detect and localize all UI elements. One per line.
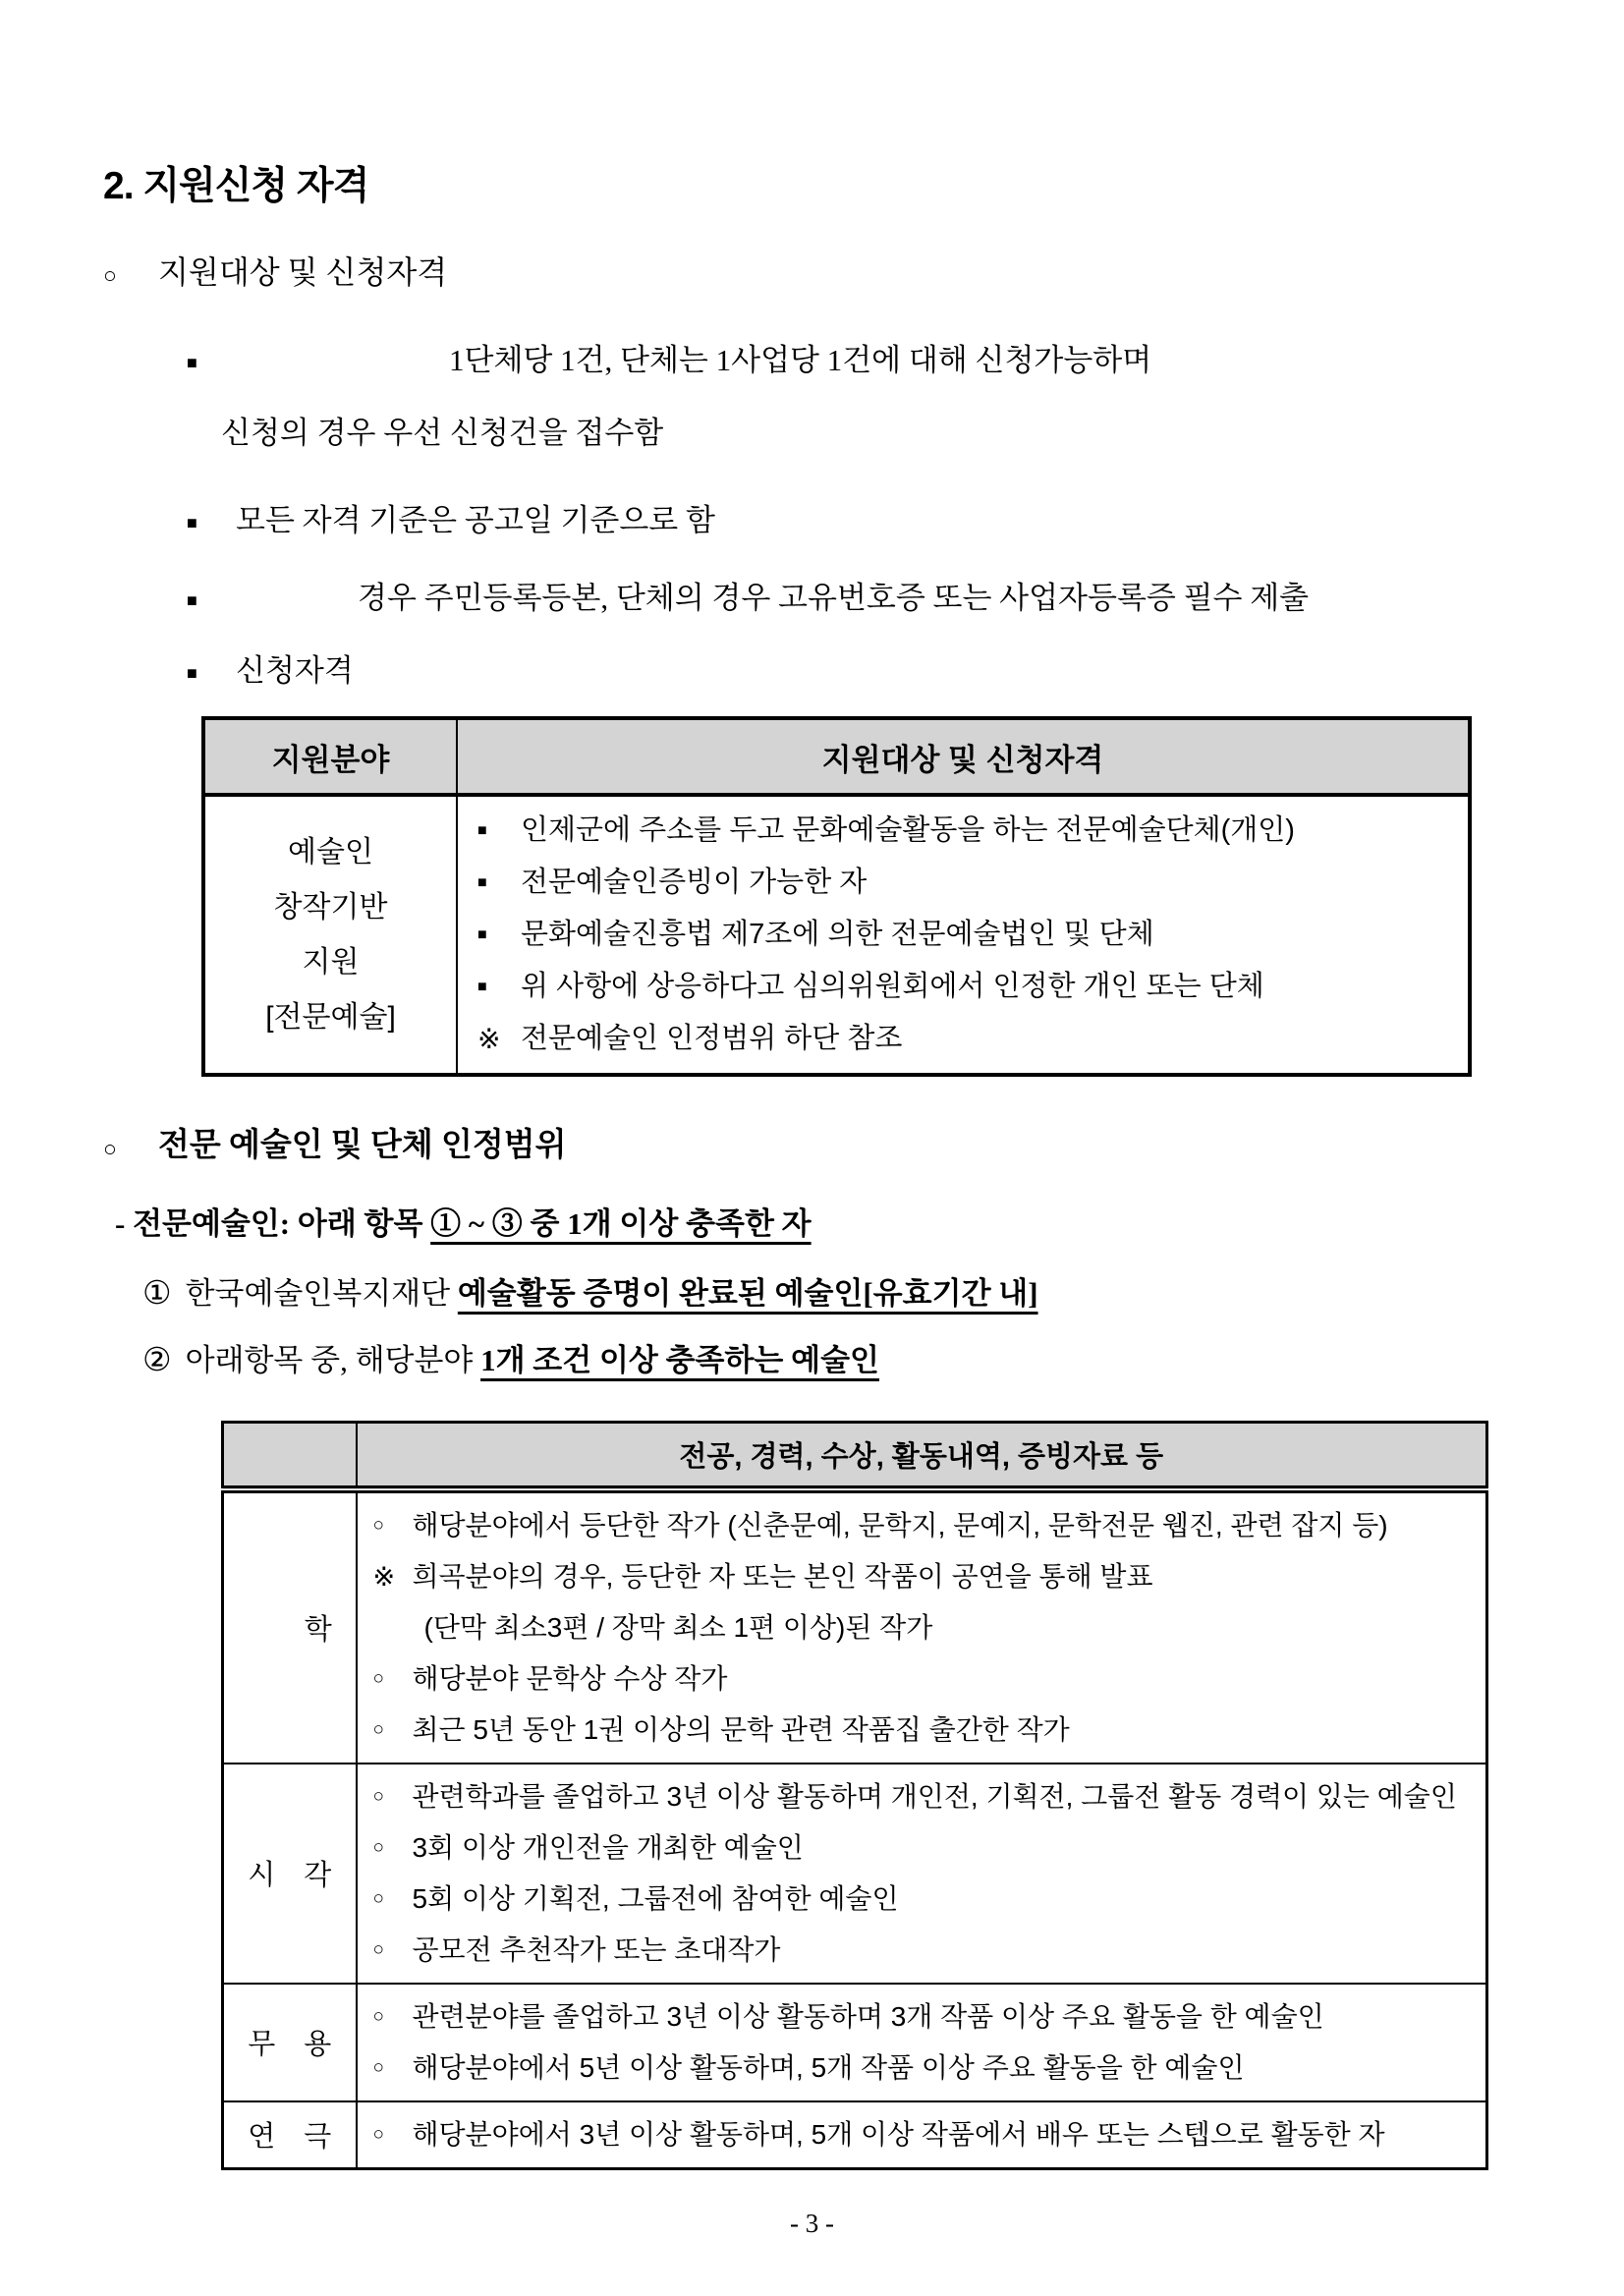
t2-item: [373, 2043, 1479, 2094]
item2-emphasis: 1개 조건 이상 충족하는 예술인: [480, 1343, 879, 1377]
t2-item-text: 5회 이상 기획전, 그룹전에 참여한 예술인: [412, 1882, 899, 1914]
t2-note-continuation: [373, 1602, 1479, 1653]
section2-item-1: [103, 1271, 1506, 1316]
t1-item: [477, 857, 1458, 909]
t1-label-line: 지원: [302, 945, 360, 979]
t1-row-content: [457, 795, 1470, 1075]
t2-item-text: 해당분야 문학상 수상 작가: [412, 1662, 728, 1694]
circle-list-marker: ○: [103, 1137, 117, 1161]
bullet-line-1-continuation: 신청의 경우 우선 신청건을 접수함: [221, 416, 664, 450]
bullet-text: 신청자격: [236, 653, 354, 688]
section2-heading-text: 전문 예술인 및 단체 인정범위: [158, 1128, 567, 1163]
eligibility-table-header-row: [203, 718, 1470, 795]
criteria-row-theater: [223, 2101, 1487, 2169]
reference-mark-icon: ※: [477, 1024, 501, 1054]
circle-list-marker: ○: [372, 2123, 384, 2145]
bullet-line-1: [103, 339, 1506, 384]
reference-mark-icon: ※: [372, 1561, 396, 1592]
t2-item: [373, 1991, 1479, 2043]
section2-subheading: [103, 1201, 1506, 1248]
t2-item-text: 해당분야에서 5년 이상 활동하며, 5개 작품 이상 주요 활동을 한 예술인: [412, 2051, 1245, 2083]
eligibility-table: [201, 716, 1472, 1077]
t2-item-text: (단막 최소3편 / 장막 최소 1편 이상)된 작가: [423, 1611, 933, 1643]
bullet-text: 모든 자격 기준은 공고일 기준으로 함: [236, 503, 715, 537]
t2-note-text: 희곡분야의 경우, 등단한 자 또는 본인 작품이 공연을 통해 발표: [412, 1560, 1153, 1592]
item1-prefix: 한국예술인복지재단: [185, 1276, 458, 1311]
square-list-marker: ■: [477, 874, 487, 891]
t1-item-text: 인제군에 주소를 두고 문화예술활동을 하는 전문예술단체(개인): [521, 814, 1295, 846]
circle-list-marker: ○: [372, 1785, 384, 1807]
t2-item-text: 최근 5년 동안 1권 이상의 문학 관련 작품집 출간한 작가: [412, 1713, 1070, 1745]
subheading-prefix: - 전문예술인: 아래 항목: [115, 1206, 431, 1241]
t2-item: [373, 1653, 1479, 1705]
bullet-line-3: [103, 577, 1506, 622]
t2-item: [373, 1771, 1479, 1822]
circled-number-2-marker: ②: [142, 1343, 172, 1378]
t1-label-line: 창작기반: [273, 890, 388, 924]
t2-item: [373, 1822, 1479, 1874]
t2-item-text: 해당분야에서 3년 이상 활동하며, 5개 이상 작품에서 배우 또는 스텝으로 활동한 자: [412, 2118, 1385, 2150]
criteria-row-visual-arts: [223, 1764, 1487, 1984]
circle-list-marker: ○: [372, 2005, 384, 2027]
t1-header-target: 지원대상 및 신청자격: [457, 718, 1470, 795]
bullet-line-4: [103, 649, 1506, 695]
section1-heading-text: 지원대상 및 신청자격: [158, 254, 448, 290]
t2-item-text: 해당분야에서 등단한 작가 (신춘문예, 문학지, 문예지, 문학전문 웹진, 관련 잡지 등): [412, 1509, 1388, 1540]
section2-item-2: [103, 1338, 1506, 1383]
page-number: - 3 -: [790, 2209, 834, 2238]
t2-item: [373, 1705, 1479, 1756]
t2-item-text: 관련학과를 졸업하고 3년 이상 활동하며 개인전, 기획전, 그룹전 활동 경력이 있는 예술인: [412, 1780, 1457, 1812]
t2-item-text: 관련분야를 졸업하고 3년 이상 활동하며 3개 작품 이상 주요 활동을 한 예술인: [412, 2000, 1324, 2032]
circle-list-marker: ○: [372, 1667, 384, 1689]
section2-heading: [103, 1124, 1506, 1171]
t1-row-label: [203, 795, 457, 1075]
section1-heading: [103, 251, 1506, 298]
circle-list-marker: ○: [103, 263, 117, 288]
circle-list-marker: ○: [372, 1938, 384, 1960]
circle-list-marker: ○: [372, 1718, 384, 1740]
circled-number-1-marker: ①: [142, 1276, 172, 1312]
t2-note: [373, 1551, 1479, 1602]
t2-row-label: 학: [223, 1489, 357, 1764]
t2-item-text: 공모전 추천작가 또는 초대작가: [412, 1933, 781, 1965]
t1-item: [477, 805, 1458, 857]
bullet-text: 경우 주민등록등본, 단체의 경우 고유번호증 또는 사업자등록증 필수 제출: [236, 581, 1310, 615]
eligibility-table-row: [203, 795, 1470, 1075]
t1-item: [477, 961, 1458, 1013]
t2-item-text: 3회 이상 개인전을 개최한 예술인: [412, 1831, 804, 1863]
subheading-underlined: ① ~ ③ 중 1개 이상 충족한 자: [430, 1206, 812, 1241]
square-list-marker: ■: [187, 663, 197, 683]
criteria-table: [221, 1421, 1488, 2170]
item2-prefix: 아래항목 중, 해당분야: [185, 1343, 481, 1377]
t2-item: [373, 1874, 1479, 1925]
t2-header-criteria: 전공, 경력, 수상, 활동내역, 증빙자료 등: [357, 1423, 1487, 1489]
t2-header-empty: [223, 1423, 357, 1489]
t2-row-content: [357, 1984, 1487, 2101]
t1-label-line: [전문예술]: [265, 1000, 396, 1034]
criteria-table-header-row: [223, 1423, 1487, 1489]
square-list-marker: ■: [477, 822, 487, 839]
t2-row-label: 연 극: [223, 2101, 357, 2169]
t1-item-text: 위 사항에 상응하다고 심의위원회에서 인정한 개인 또는 단체: [521, 971, 1264, 1002]
page-title: 2. 지원신청 자격: [103, 165, 369, 207]
circle-list-marker: ○: [372, 1836, 384, 1858]
square-list-marker: ■: [477, 926, 487, 943]
t2-row-content: [357, 1764, 1487, 1984]
t2-item: [373, 1925, 1479, 1976]
circle-list-marker: ○: [372, 1887, 384, 1909]
square-list-marker: ■: [187, 513, 197, 532]
square-list-marker: ■: [477, 979, 487, 995]
t2-row-label: 무 용: [223, 1984, 357, 2101]
criteria-row-literature: [223, 1489, 1487, 1764]
circle-list-marker: ○: [372, 1514, 384, 1536]
t2-row-label: 시 각: [223, 1764, 357, 1984]
square-list-marker: ■: [187, 353, 197, 372]
t1-note-text: 전문예술인 인정범위 하단 참조: [521, 1023, 903, 1054]
square-list-marker: ■: [187, 590, 197, 610]
t1-item: [477, 909, 1458, 961]
t1-item-text: 문화예술진흥법 제7조에 의한 전문예술법인 및 단체: [521, 919, 1154, 950]
t2-row-content: [357, 2101, 1487, 2169]
criteria-row-dance: [223, 1984, 1487, 2101]
t1-header-field: 지원분야: [203, 718, 457, 795]
bullet-text: 1단체당 1건, 단체는 1사업당 1건에 대해 신청가능하며: [236, 343, 1152, 377]
circle-list-marker: ○: [372, 2056, 384, 2078]
t2-item: [373, 1500, 1479, 1551]
bullet-line-2: [103, 499, 1506, 544]
t1-item-text: 전문예술인증빙이 가능한 자: [521, 867, 868, 898]
t2-row-content: [357, 1489, 1487, 1764]
item1-emphasis: 예술활동 증명이 완료된 예술인[유효기간 내]: [457, 1276, 1038, 1311]
t2-item: [373, 2109, 1479, 2160]
t1-label-line: 예술인: [288, 835, 373, 868]
t1-note: [477, 1013, 1458, 1065]
